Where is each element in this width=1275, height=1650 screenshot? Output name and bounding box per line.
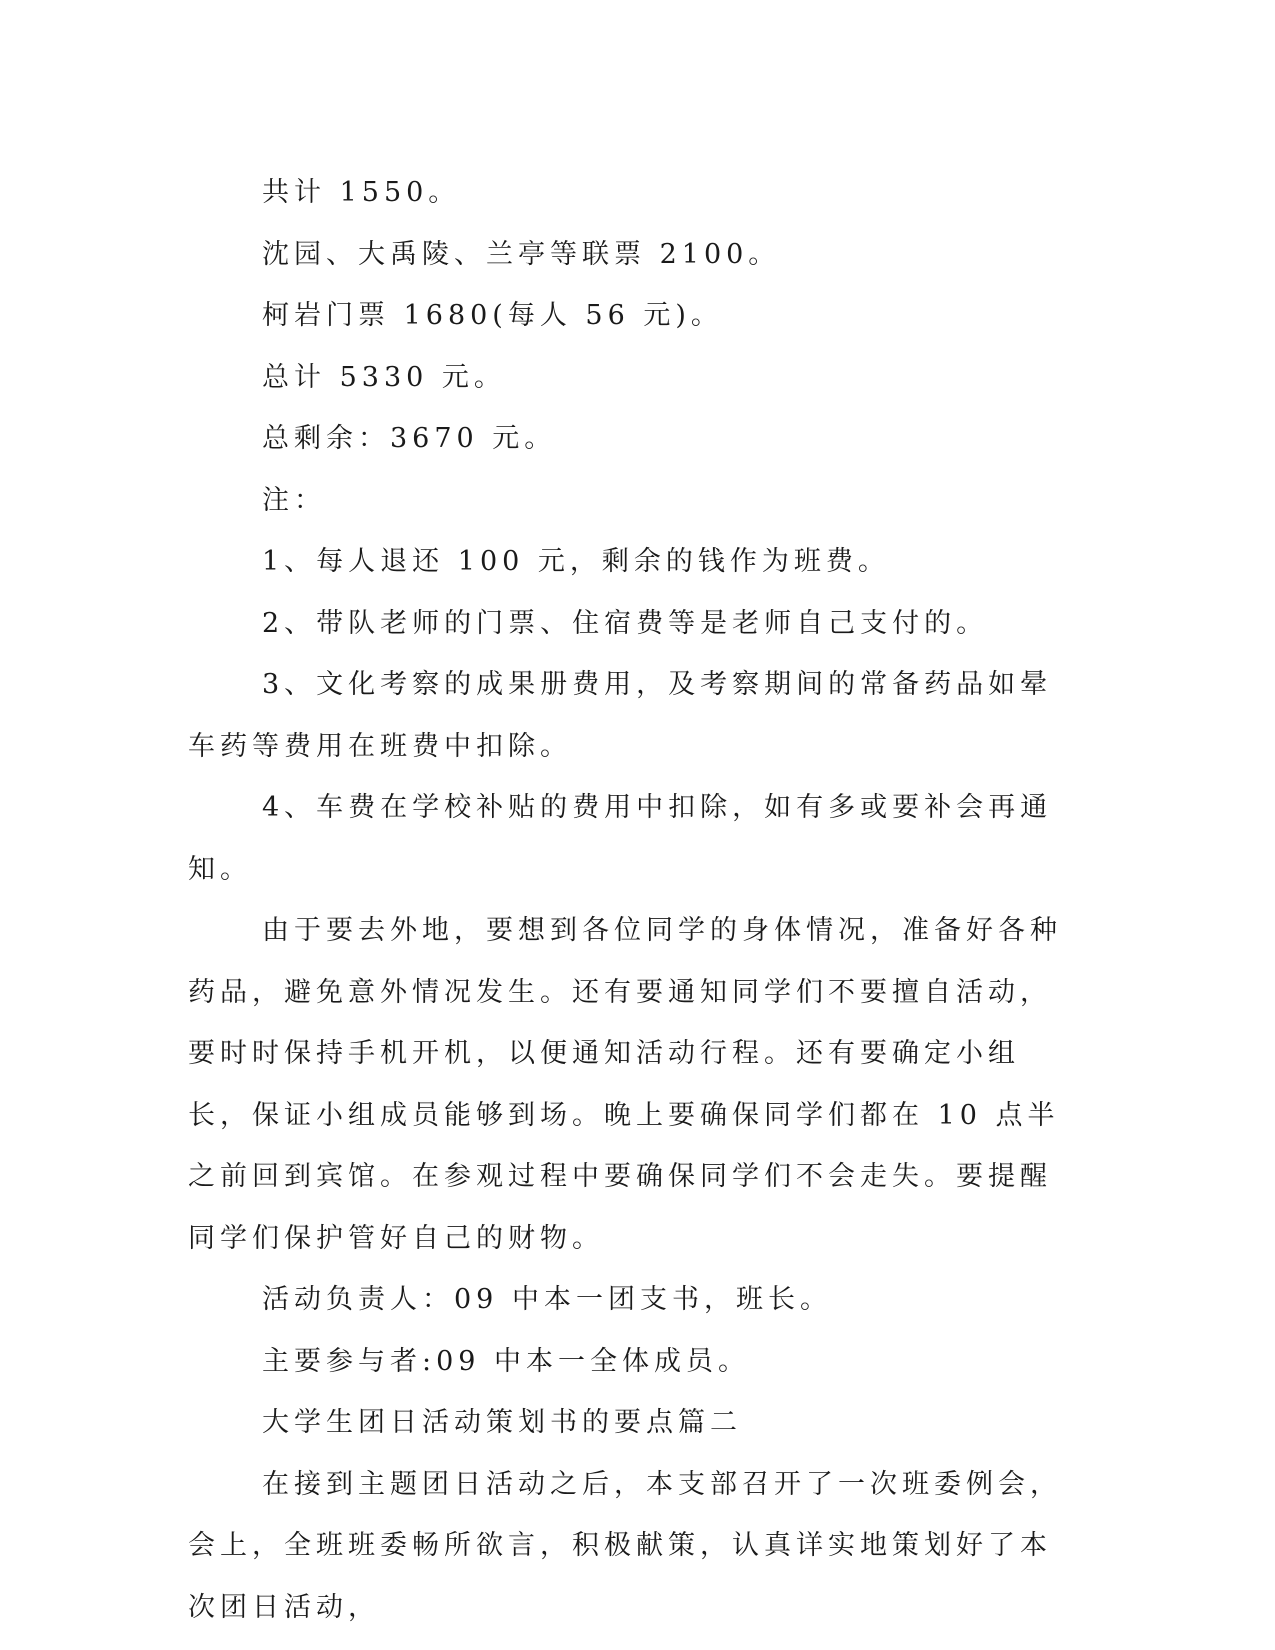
paragraph-note-heading: 注： [262,484,326,516]
document-body [188,162,1068,1638]
note-item-3: 3、文化考察的成果册费用，及考察期间的常备药品如晕车药等费用在班费中扣除。 [188,669,1053,762]
paragraph-organizer: 活动负责人：09 中本一团支书，班长。 [262,1284,832,1315]
note-item-2: 2、带队老师的门票、住宿费等是老师自己支付的。 [262,607,989,639]
paragraph-total-1550: 共计 1550。 [262,177,461,208]
paragraph-remaining: 总剩余：3670 元。 [262,423,557,454]
paragraph-keyan-ticket: 柯岩门票 1680(每人 56 元)。 [262,300,723,331]
paragraph-joint-ticket: 沈园、大禹陵、兰亭等联票 2100。 [262,238,781,270]
note-item-4: 4、车费在学校补贴的费用中扣除，如有多或要补会再通知。 [188,792,1053,885]
paragraph-safety-notes: 由于要去外地，要想到各位同学的身体情况，准备好各种药品，避免意外情况发生。还有要通知同学们不要擅自活动，要时时保持手机开机，以便通知活动行程。还有要确定小组长，保证小组成员能够到场。晚上要确保同学们都在 10 点半之前回到宾馆。在参观过程中要确保同学们不会走失。要提醒同学们保护管好自己的财物。 [188,915,1062,1254]
paragraph-grand-total: 总计 5330 元。 [262,361,506,393]
note-item-1: 1、每人退还 100 元，剩余的钱作为班费。 [262,546,890,577]
section-heading-part-two: 大学生团日活动策划书的要点篇二 [262,1407,742,1438]
paragraph-part-two-intro: 在接到主题团日活动之后，本支部召开了一次班委例会，会上，全班班委畅所欲言，积极献策，认真详实地策划好了本次团日活动， [188,1468,1062,1623]
paragraph-participants: 主要参与者:09 中本一全体成员。 [262,1345,751,1377]
